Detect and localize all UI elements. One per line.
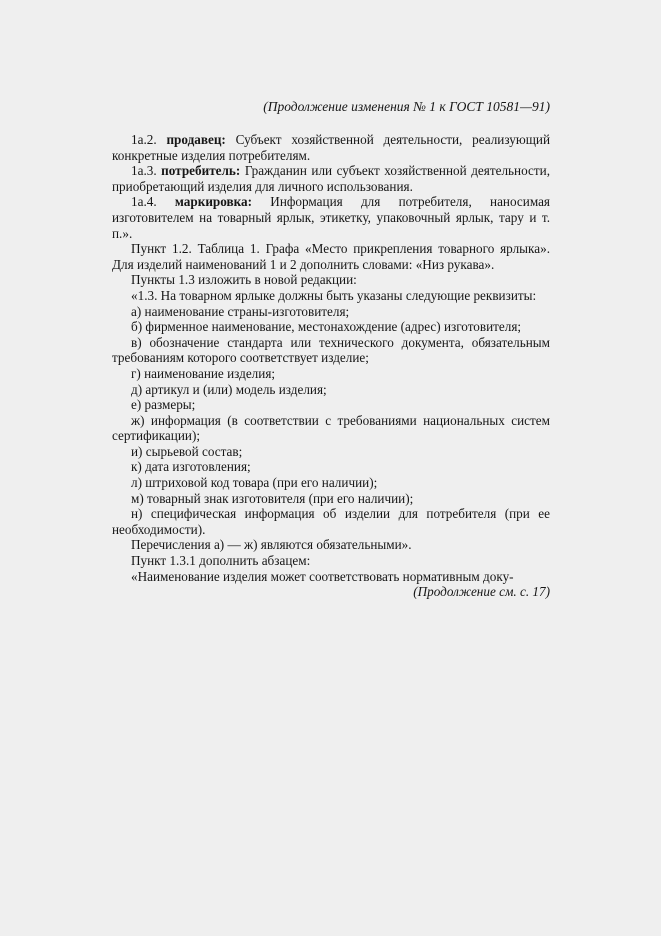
definition-text: Субъект хозяйственной деятельности, реализующий конкретные изделия потребителям. [112,132,550,163]
definition-seller [112,132,550,163]
definition-text: Гражданин или субъект хозяйственной деятельности, приобретающий изделия для личного использования. [112,163,550,194]
requirement-item-d: д) артикул и (или) модель изделия; [131,381,327,397]
clause-number: 1а.4. [131,194,175,210]
clause-1-3-1-text: «Наименование изделия может соответствовать нормативным доку- [131,568,514,584]
requirement-item-e: е) размеры; [131,397,196,413]
clause-number: 1а.3. [131,163,162,179]
requirement-item-v: в) обозначение стандарта или технического документа, обязательным требованиям которого соответствует изделие; [112,334,550,366]
requirement-item-l: л) штриховой код товара (при его наличии); [131,475,378,491]
definition-text: Информация для потребителя, наносимая изготовителем на товарный ярлык, этикетку, упаковочный ярлык, тару и т. п.». [112,194,550,241]
requirement-item-g: г) наименование изделия; [131,365,276,381]
continuation-header: (Продолжение изменения № 1 к ГОСТ 10581—91) [263,99,550,114]
definition-marking [112,194,550,241]
requirement-item-m: м) товарный знак изготовителя (при его наличии); [131,490,414,506]
requirement-item-zh: ж) информация (в соответствии с требованиями национальных систем сертификации); [112,412,550,444]
mandatory-items-note: Перечисления а) — ж) являются обязательными». [131,537,412,553]
defined-term: потребитель: [161,163,241,179]
requirement-item-b: б) фирменное наименование, местонахождение (адрес) изготовителя; [131,319,522,335]
defined-term: маркировка: [174,194,253,210]
clause-1-3-1-intro: Пункт 1.3.1 дополнить абзацем: [131,553,311,569]
continued-note: (Продолжение см. с. 17) [413,584,550,600]
requirement-item-a: а) наименование страны-изготовителя; [131,303,350,319]
amendment-text [112,132,550,600]
requirement-item-k: к) дата изготовления; [131,459,251,475]
clause-1-3-text: «1.3. На товарном ярлыке должны быть указаны следующие реквизиты: [131,287,537,303]
defined-term: продавец: [166,132,226,147]
clause-1-2-amendment: Пункт 1.2. Таблица 1. Графа «Место прикрепления товарного ярлыка». Для изделий наименований 1 и 2 дополнить словами: «Низ рукава». [112,241,550,272]
definition-consumer [112,163,550,194]
clause-number: 1а.2. [131,132,167,147]
requirement-item-i: и) сырьевой состав; [131,443,243,459]
clause-1-3-intro: Пункты 1.3 изложить в новой редакции: [131,272,357,288]
requirement-item-n: н) специфическая информация об изделии для потребителя (при ее необходимости). [112,506,550,537]
